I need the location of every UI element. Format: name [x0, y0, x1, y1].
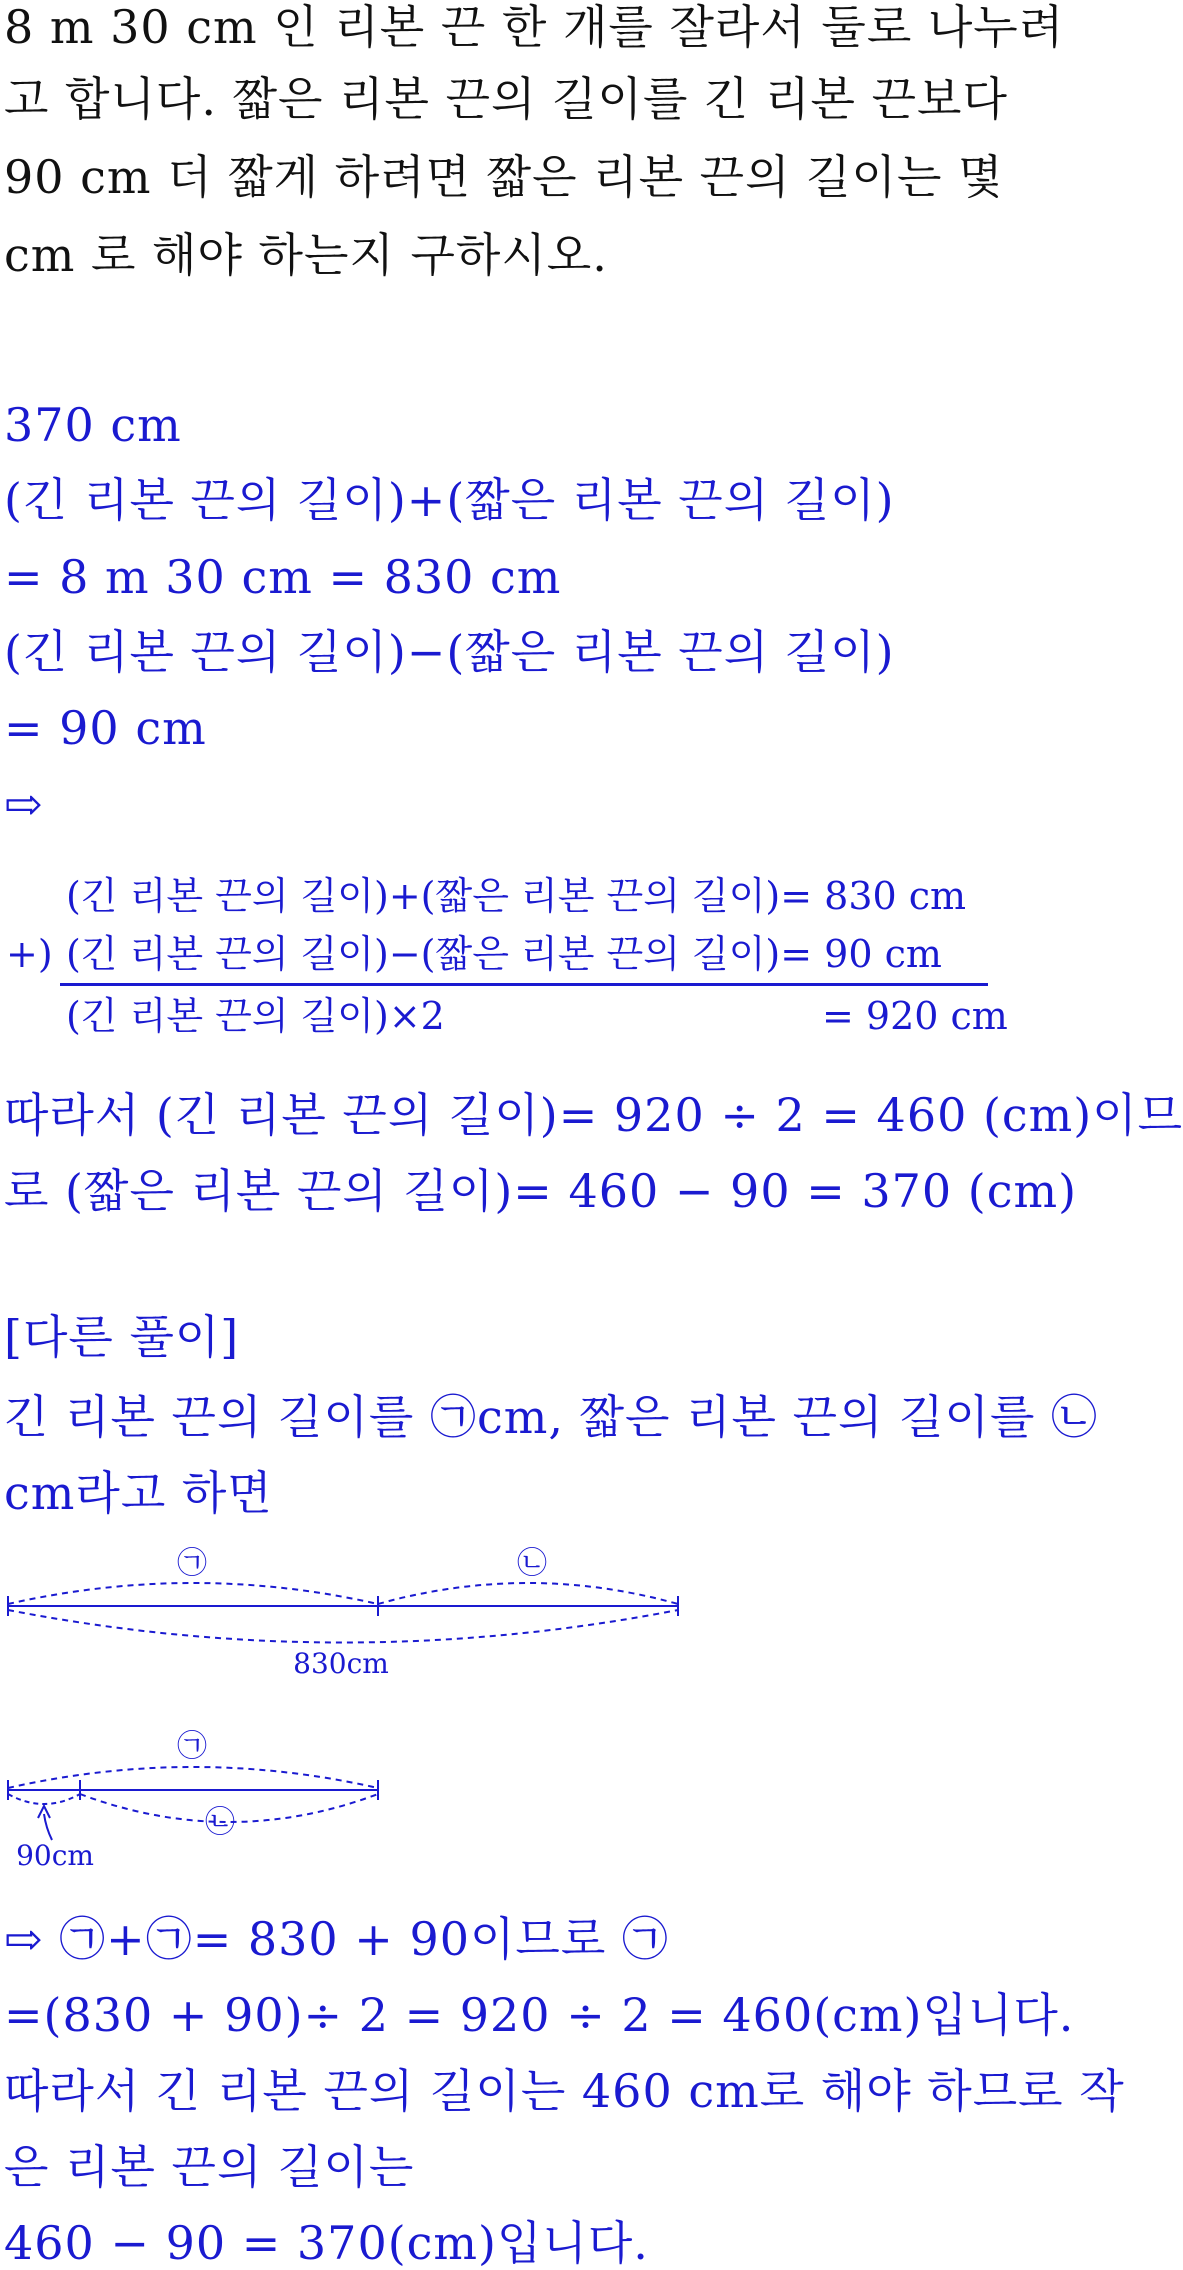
brace-total — [8, 1610, 678, 1643]
addition-row-3: (긴 리본 끈의 길이)×2 — [66, 994, 445, 1038]
problem-line-1: 8 m 30 cm 인 리본 끈 한 개를 잘라서 둘로 나누려 — [4, 0, 1065, 54]
alt-line-4: 은 리본 끈의 길이는 — [4, 2140, 415, 2194]
brace-a — [8, 1583, 378, 1604]
alt-intro-1: 긴 리본 끈의 길이를 ㉠cm, 짧은 리본 끈의 길이를 ㉡ — [4, 1390, 1099, 1444]
alt-intro-2: cm라고 하면 — [4, 1466, 273, 1520]
alt-heading: [다른 풀이] — [4, 1310, 240, 1364]
label-a: ㉠ — [177, 1729, 207, 1764]
label-b: ㉡ — [205, 1805, 235, 1840]
solution-line-2: = 8 m 30 cm = 830 cm — [4, 550, 562, 604]
brace-b — [378, 1583, 678, 1604]
solution-line-3: (긴 리본 끈의 길이)−(짧은 리본 끈의 길이) — [4, 625, 895, 679]
addition-row-1: (긴 리본 끈의 길이)+(짧은 리본 끈의 길이)= 830 cm — [66, 874, 967, 918]
diff-label: 90cm — [16, 1839, 94, 1872]
diff-pointer — [44, 1814, 52, 1840]
addition-result: = 920 cm — [822, 994, 1008, 1038]
conclusion-line-2: 로 (짧은 리본 끈의 길이)= 460 − 90 = 370 (cm) — [4, 1164, 1078, 1218]
total-label: 830cm — [293, 1647, 389, 1680]
solution-line-4: = 90 cm — [4, 701, 207, 755]
label-a: ㉠ — [177, 1546, 207, 1581]
implies-arrow: ⇨ — [4, 777, 44, 831]
segment-diagram-total — [0, 1540, 993, 1680]
segment-diagram-difference — [0, 1722, 993, 1872]
alt-line-5: 460 − 90 = 370(cm)입니다. — [4, 2216, 649, 2270]
addition-rule — [60, 983, 988, 986]
answer: 370 cm — [4, 398, 182, 452]
brace-a — [8, 1767, 378, 1788]
problem-line-3: 90 cm 더 짧게 하려면 짧은 리본 끈의 길이는 몇 — [4, 150, 1004, 204]
label-b: ㉡ — [517, 1546, 547, 1581]
addition-row-2: (긴 리본 끈의 길이)−(짧은 리본 끈의 길이)= 90 cm — [66, 932, 942, 976]
conclusion-line-1: 따라서 (긴 리본 끈의 길이)= 920 ÷ 2 = 460 (cm)이므 — [4, 1088, 1183, 1142]
problem-line-4: cm 로 해야 하는지 구하시오. — [4, 228, 608, 282]
brace-diff — [8, 1794, 80, 1804]
alt-line-3: 따라서 긴 리본 끈의 길이는 460 cm로 해야 하므로 작 — [4, 2064, 1125, 2118]
alt-line-2: =(830 + 90)÷ 2 = 920 ÷ 2 = 460(cm)입니다. — [4, 1988, 1075, 2042]
alt-line-1: ⇨ ㉠+㉠= 830 + 90이므로 ㉠ — [4, 1912, 669, 1966]
plus-sign: +) — [6, 932, 53, 976]
solution-line-1: (긴 리본 끈의 길이)+(짧은 리본 끈의 길이) — [4, 473, 895, 527]
problem-line-2: 고 합니다. 짧은 리본 끈의 길이를 긴 리본 끈보다 — [4, 72, 1008, 126]
